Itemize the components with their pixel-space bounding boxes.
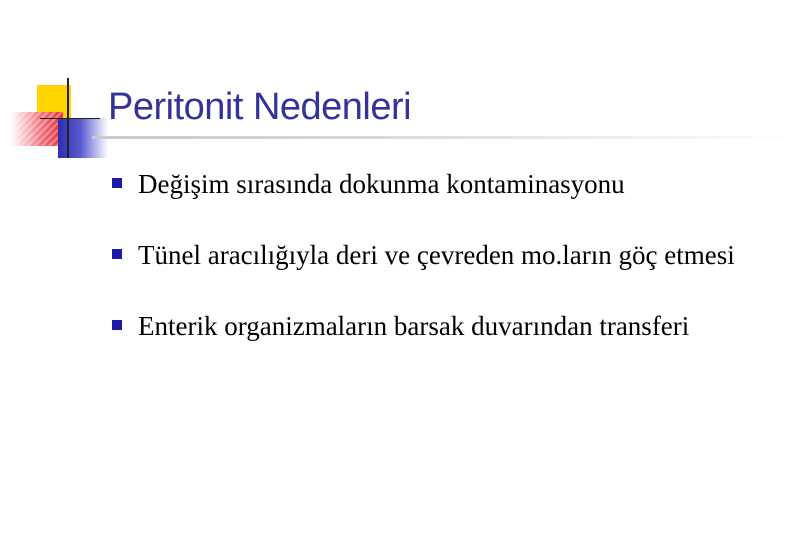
bullet-item [110,166,770,203]
horizontal-line [40,118,100,119]
bullet-text: Değişim sırasında dokunma kontaminasyonu [138,169,625,199]
square-bullet-icon [112,178,122,188]
square-bullet-icon [112,249,122,259]
bullet-text: Enterik organizmaların barsak duvarından transferi [138,311,690,341]
title-underline [92,136,782,139]
square-bullet-icon [112,320,122,330]
bullet-text: Tünel aracılığıyla deri ve çevreden mo.ların göç etmesi [138,240,735,270]
bullet-item [110,237,770,274]
bullet-item [110,308,770,345]
slide-title: Peritonit Nedenleri [108,86,412,128]
corner-decoration-graphic [0,0,120,170]
bullet-list [110,166,770,379]
